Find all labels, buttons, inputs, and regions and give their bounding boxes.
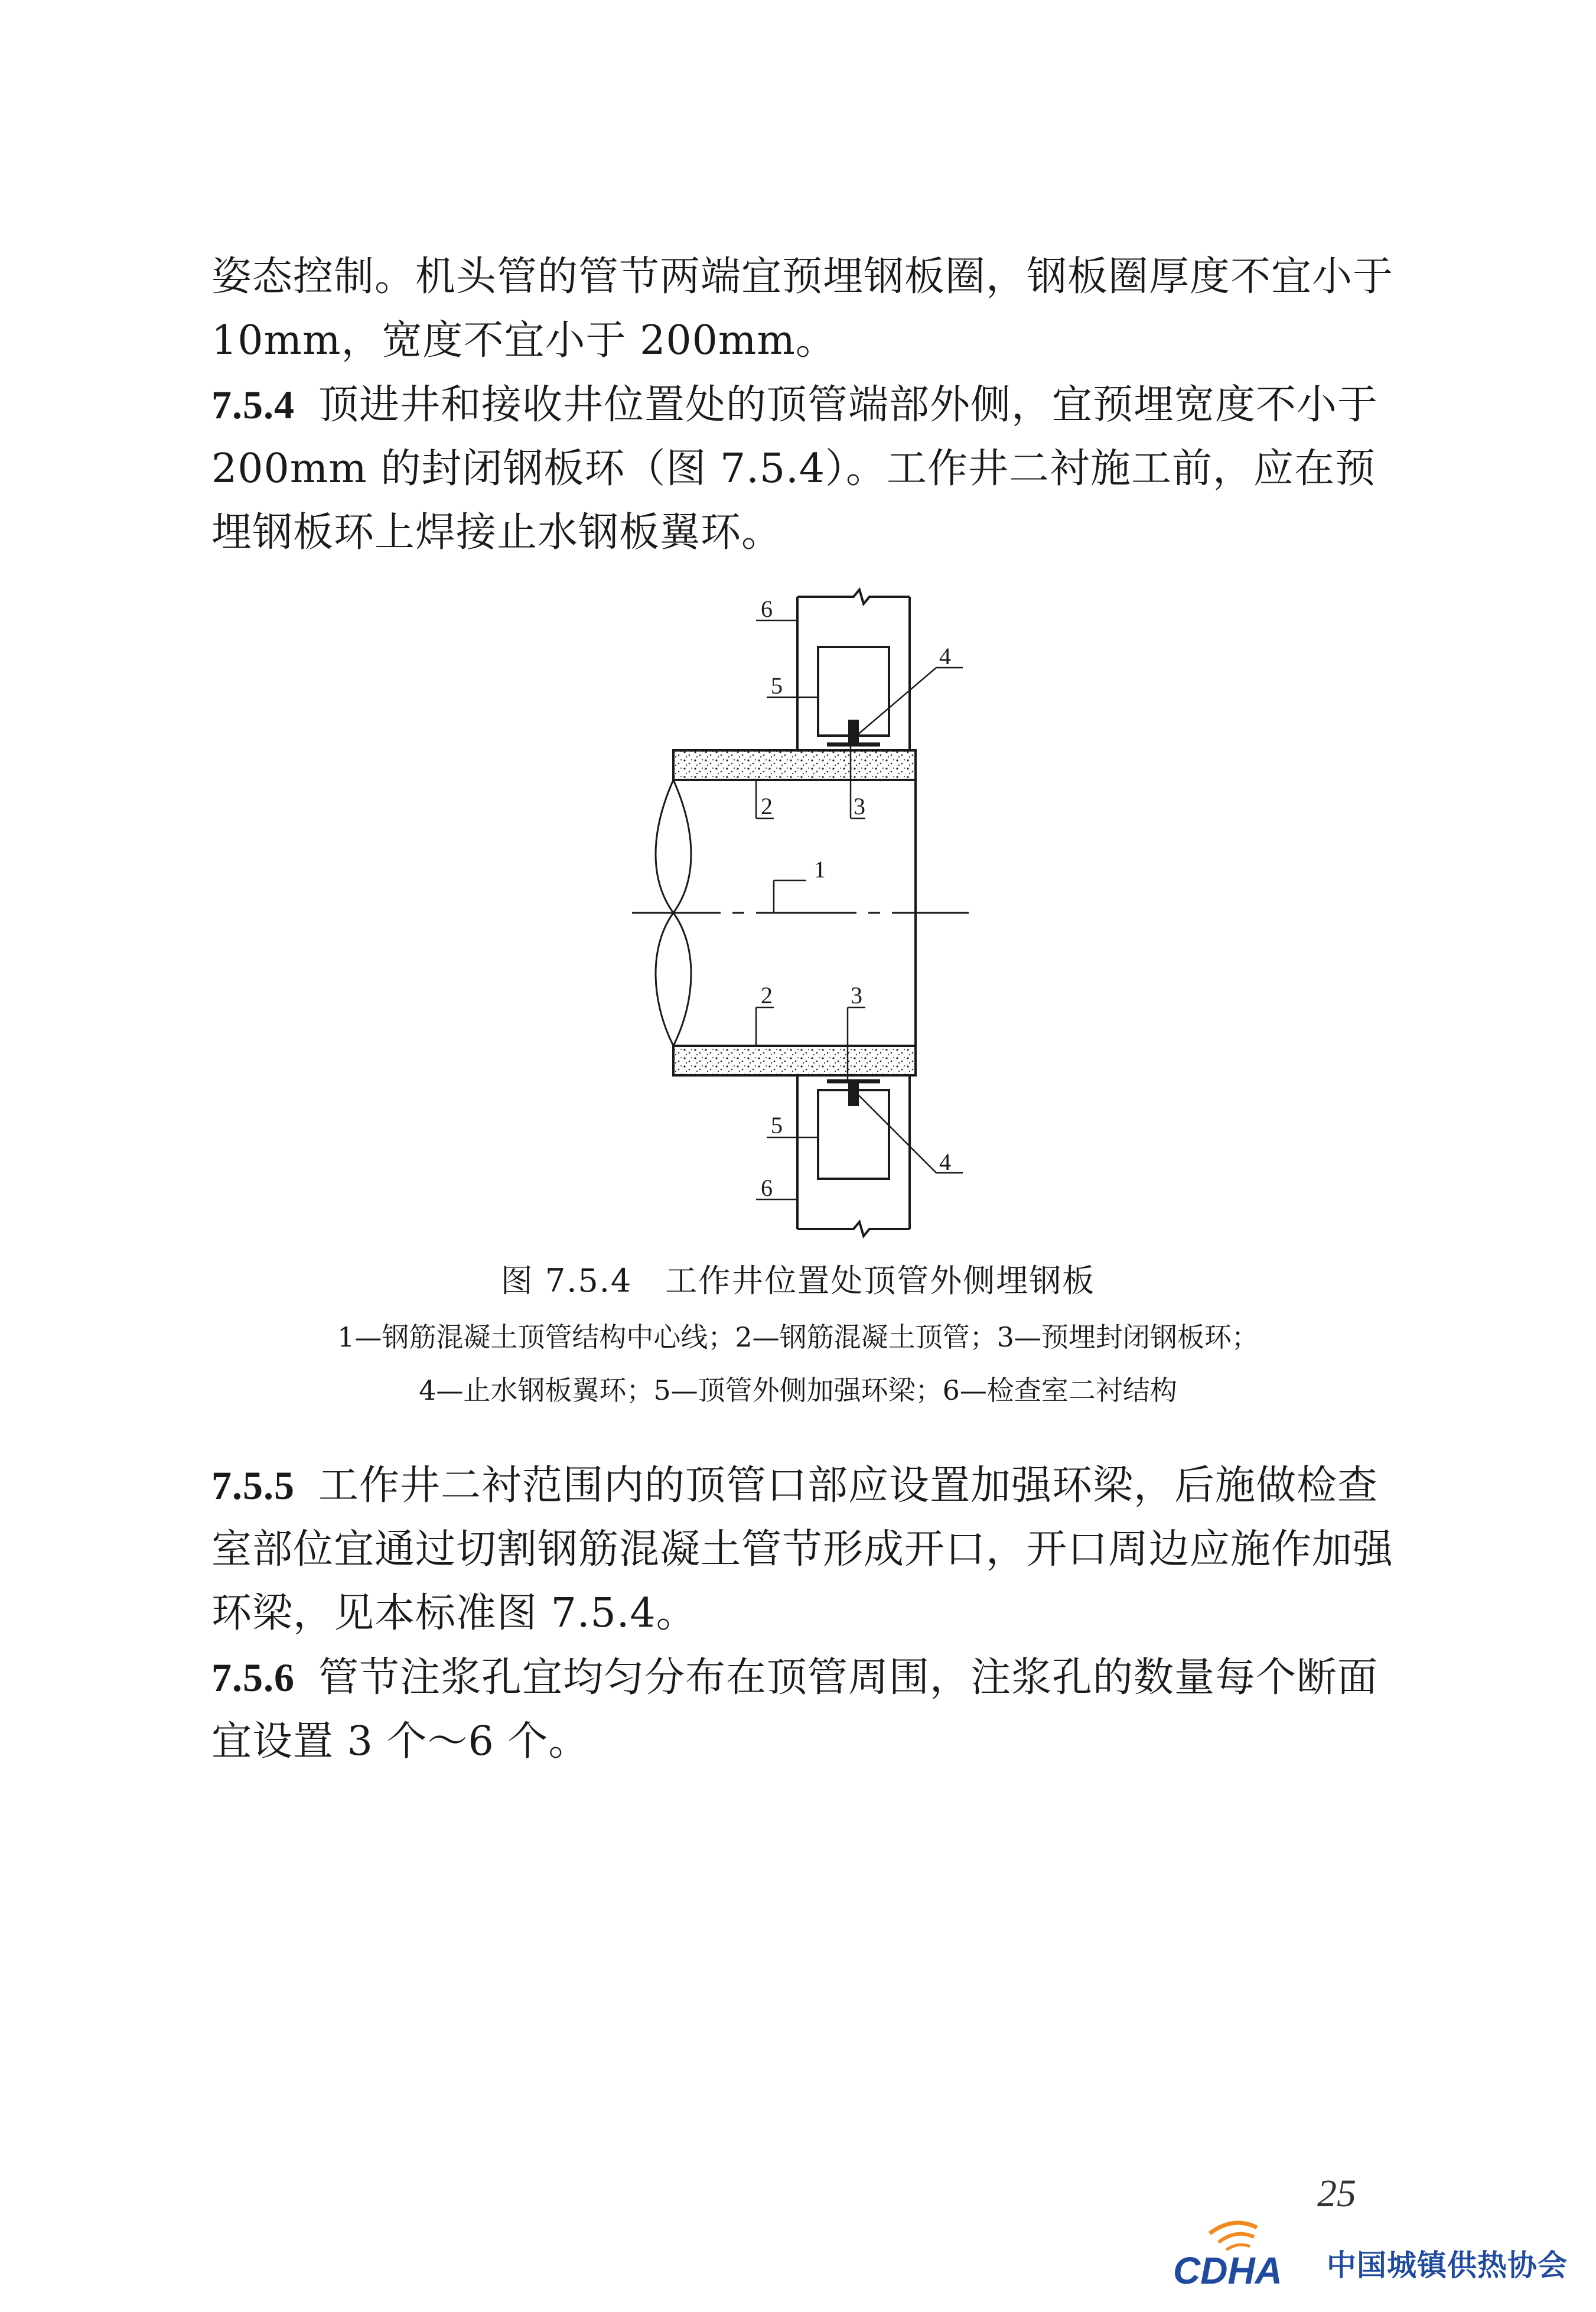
clause-number: 7.5.5 <box>211 1463 295 1508</box>
figure-legend-line-2: 4—止水钢板翼环；5—顶管外侧加强环梁；6—检查室二衬结构 <box>419 1374 1177 1406</box>
label-3-top: 3 <box>854 793 865 820</box>
bottom-water-stop-plate <box>849 1081 858 1105</box>
figure-legend-line-1: 1—钢筋混凝土顶管结构中心线；2—钢筋混凝土顶管；3—预埋封闭钢板环； <box>337 1321 1259 1353</box>
cdha-logo-mark-icon <box>1168 2210 1322 2298</box>
label-2-bottom: 2 <box>761 982 773 1009</box>
paragraph-continuation <box>211 245 1399 373</box>
label-6-bottom: 6 <box>761 1175 773 1201</box>
top-pipe-wall <box>673 750 916 780</box>
pipe-break-upper <box>656 780 691 913</box>
logo-text: 中国城镇供热协会 <box>1327 2248 1568 2282</box>
clause-7-5-5 <box>211 1453 1399 1646</box>
paragraph-text: 工作井二衬范围内的顶管口部应设置加强环梁，后施做检查室部位宜通过切割钢筋混凝土管节形成开口，开口周边应施作加强环梁，见本标准图 7.5.4。 <box>211 1462 1394 1637</box>
figure-title: 图 7.5.4 工作井位置处顶管外侧埋钢板 <box>500 1262 1096 1299</box>
clause-number: 7.5.6 <box>211 1655 295 1700</box>
clause-number: 7.5.4 <box>211 382 295 427</box>
label-2-top: 2 <box>761 793 773 820</box>
pipe-break-lower <box>656 913 691 1046</box>
label-5-top: 5 <box>771 672 783 699</box>
figure-7-5-4 <box>608 585 1004 1241</box>
cdha-logo <box>1168 2210 1582 2298</box>
bottom-pipe-wall <box>673 1046 916 1075</box>
label-1: 1 <box>814 856 826 883</box>
label-4-top: 4 <box>939 643 951 669</box>
paragraph-text: 顶进井和接收井位置处的顶管端部外侧，宜预埋宽度不小于 200mm 的封闭钢板环（图 7.5.4）。工作井二衬施工前，应在预埋钢板环上焊接止水钢板翼环。 <box>211 382 1379 556</box>
bottom-wall-break-line <box>797 1222 910 1236</box>
label-4-bottom: 4 <box>939 1149 951 1175</box>
label-6-top: 6 <box>761 596 773 622</box>
technical-drawing <box>608 585 1004 1241</box>
top-text-block <box>211 245 1399 565</box>
bottom-text-block <box>211 1453 1399 1774</box>
logo-mark-text: CDHA <box>1173 2249 1282 2292</box>
top-wall-break-line <box>797 590 910 604</box>
clause-7-5-4 <box>211 373 1399 565</box>
label-5-bottom: 5 <box>771 1112 783 1139</box>
top-water-stop-plate <box>849 721 858 744</box>
paragraph-text: 姿态控制。机头管的管节两端宜预埋钢板圈，钢板圈厚度不宜小于 10mm，宽度不宜小于 200mm。 <box>211 253 1394 364</box>
clause-7-5-6 <box>211 1646 1399 1774</box>
paragraph-text: 管节注浆孔宜均匀分布在顶管周围，注浆孔的数量每个断面宜设置 3 个～6 个。 <box>211 1654 1379 1765</box>
page-number: 25 <box>1317 2172 1356 2215</box>
label-3-bottom: 3 <box>851 982 862 1009</box>
